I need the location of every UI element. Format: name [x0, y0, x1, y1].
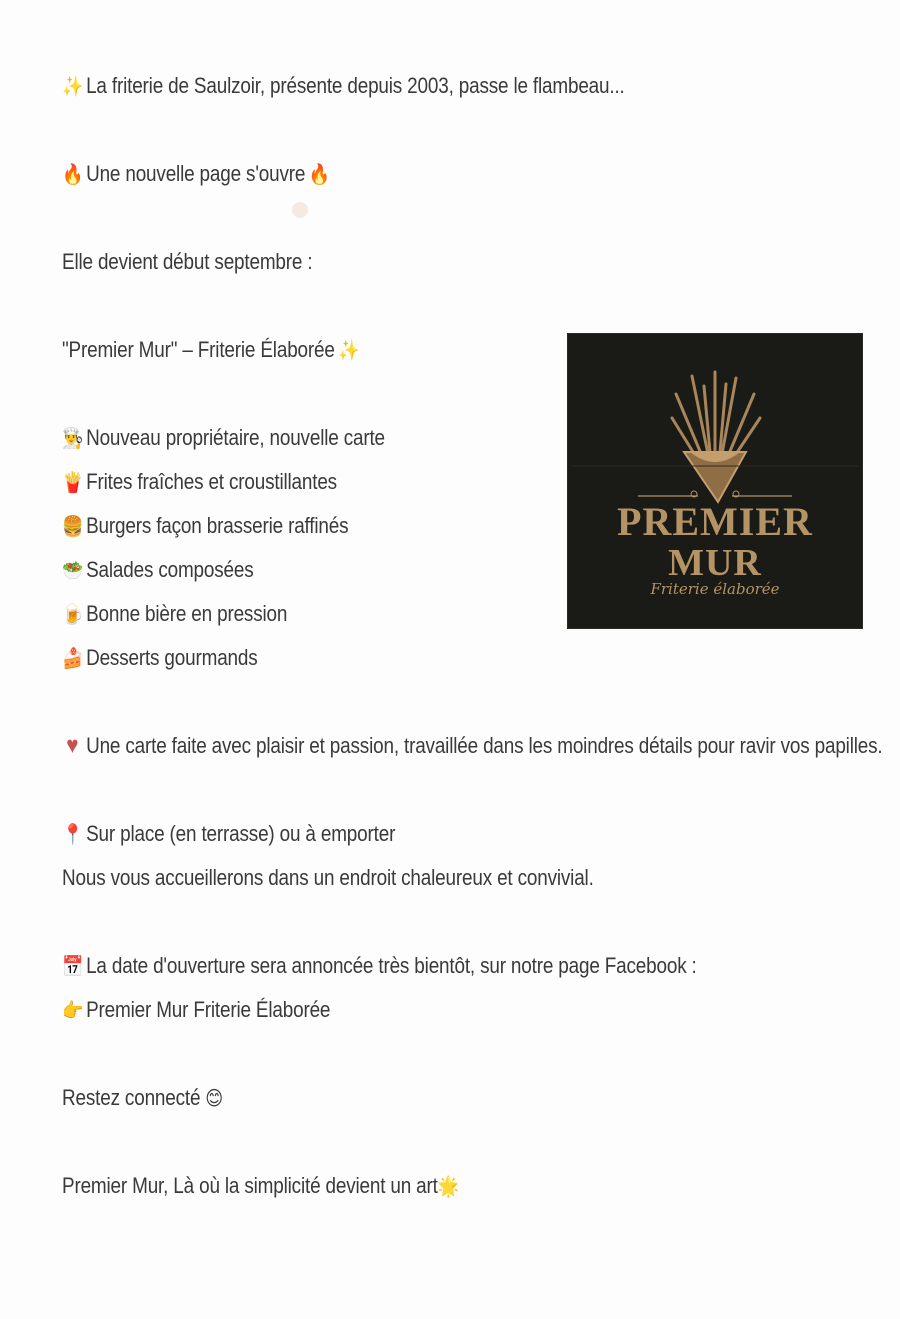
sparkles-icon: ✨: [338, 340, 360, 362]
facebook-page-line: 👉 Premier Mur Friterie Élaborée: [62, 996, 330, 1025]
closing-line: Premier Mur, Là où la simplicité devient un art🌟: [62, 1172, 462, 1201]
glowing-star-icon: 🌟: [437, 1176, 459, 1198]
feature-item: 👨‍🍳 Nouveau propriétaire, nouvelle carte: [62, 424, 385, 453]
date-line: 📅 La date d'ouverture sera annoncée très bientôt, sur notre page Facebook :: [62, 952, 697, 981]
stay-connected-line: Restez connecté 😊: [62, 1084, 228, 1113]
pin-icon: 📍: [62, 824, 84, 846]
feature-item: 🍔 Burgers façon brasserie raffinés: [62, 512, 348, 541]
fries-icon: 🍟: [62, 472, 84, 494]
onsite-line: 📍 Sur place (en terrasse) ou à emporter: [62, 820, 395, 849]
decorative-mark: [292, 202, 308, 218]
new-page-line: 🔥 Une nouvelle page s'ouvre 🔥: [62, 160, 333, 189]
logo-subtitle: Friterie élaborée: [650, 580, 780, 598]
heart-icon: ♥: [66, 732, 79, 759]
becomes-line: Elle devient début septembre :: [62, 249, 313, 274]
feature-item: 🍰 Desserts gourmands: [62, 644, 258, 673]
welcome-line: Nous vous accueillerons dans un endroit chaleureux et convivial.: [62, 865, 594, 890]
burger-icon: 🍔: [62, 516, 84, 538]
feature-item: 🍺 Bonne bière en pression: [62, 600, 287, 629]
chef-icon: 👨‍🍳: [62, 428, 84, 450]
sparkles-icon: ✨: [62, 76, 84, 98]
salad-icon: 🥗: [62, 560, 84, 582]
logo-title-line1: PREMIER: [617, 499, 813, 544]
calendar-icon: 📅: [62, 956, 84, 978]
fire-icon: 🔥: [308, 164, 330, 186]
passion-line: ♥ Une carte faite avec plaisir et passion, travaillée dans les moindres détails pour ravir vos papilles.: [62, 732, 882, 760]
smiling-face-icon: 😊: [205, 1088, 223, 1110]
beer-icon: 🍺: [62, 604, 84, 626]
feature-item: 🍟 Frites fraîches et croustillantes: [62, 468, 337, 497]
cake-icon: 🍰: [62, 648, 84, 670]
feature-item: 🥗 Salades composées: [62, 556, 254, 585]
fire-icon: 🔥: [62, 164, 84, 186]
logo-title-line2: MUR: [668, 542, 762, 584]
name-line: "Premier Mur" – Friterie Élaborée ✨: [62, 336, 362, 365]
premier-mur-logo: [568, 334, 862, 628]
intro-line: ✨ La friterie de Saulzoir, présente depuis 2003, passe le flambeau...: [62, 72, 625, 101]
pointing-hand-icon: 👉: [62, 1000, 84, 1022]
